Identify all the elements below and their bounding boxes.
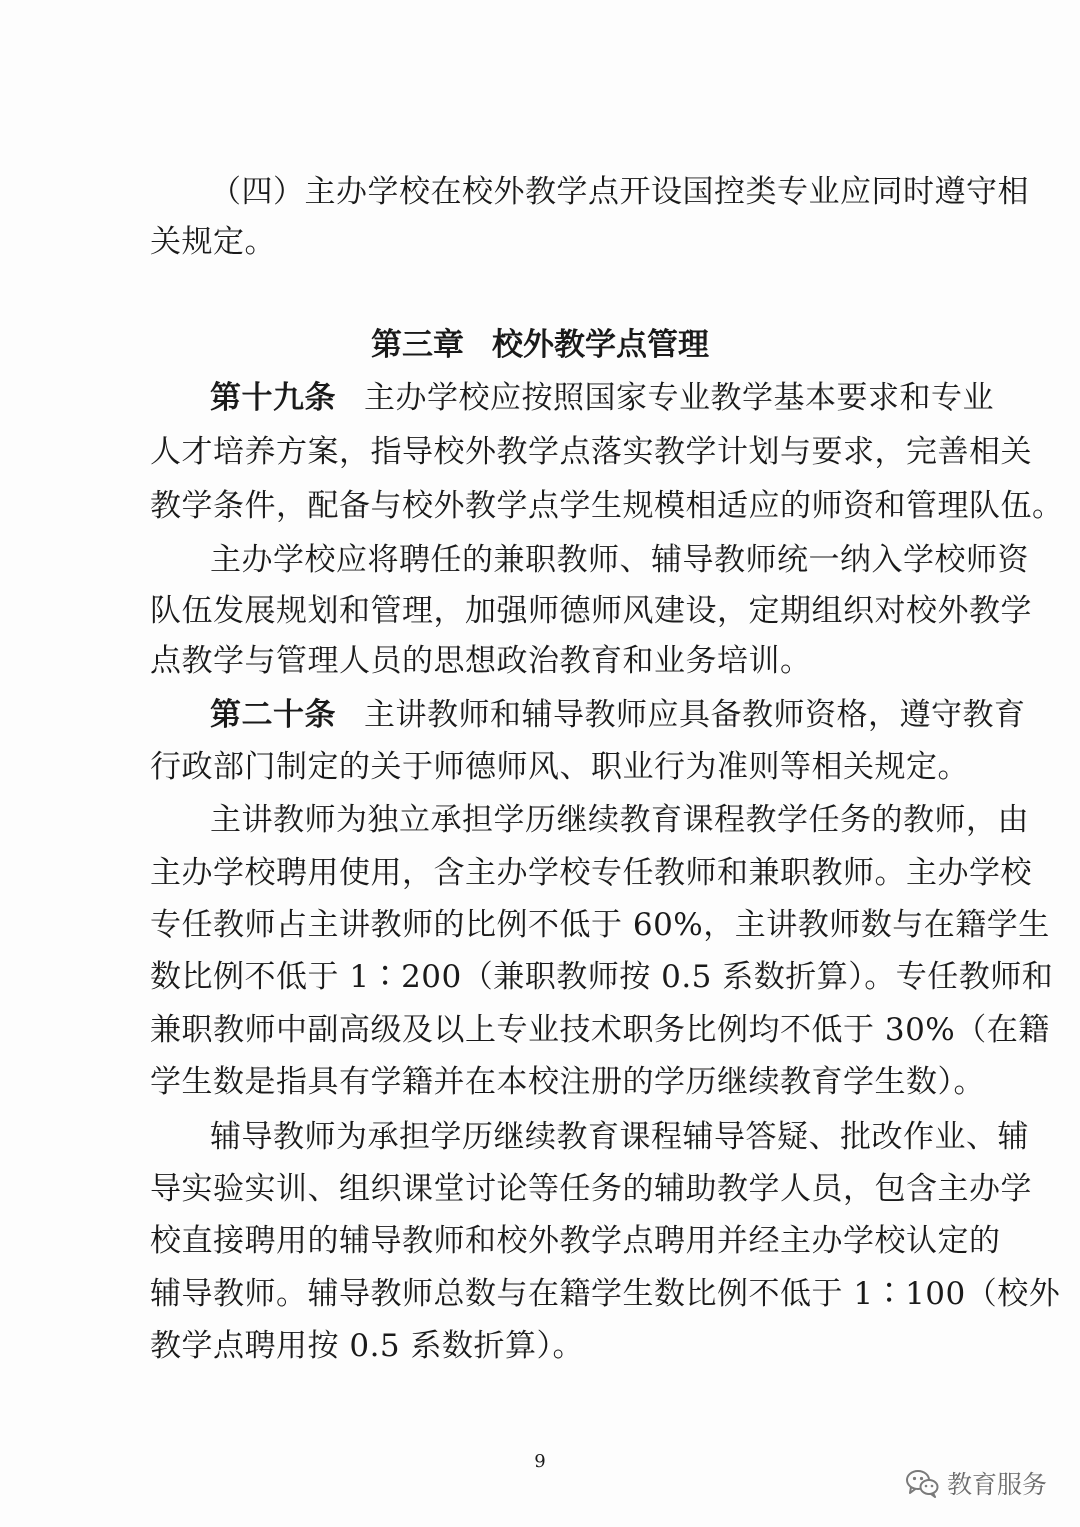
article19-line3: 教学条件，配备与校外教学点学生规模相适应的师资和管理队伍。: [150, 488, 1064, 524]
article19-line1: [210, 378, 1030, 418]
page-number: 9: [534, 1451, 546, 1472]
article19-para2-line3: 点教学与管理人员的思想政治教育和业务培训。: [150, 643, 812, 679]
article20-para3-line4: 辅导教师。辅导教师总数与在籍学生数比例不低于 1∶100（校外: [150, 1276, 1061, 1312]
watermark-text: 教育服务: [947, 1470, 1048, 1499]
article19-para2-line1: 主办学校应将聘任的兼职教师、辅导教师统一纳入学校师资: [210, 542, 1029, 578]
watermark: [905, 1465, 1047, 1501]
article20-label: 第二十条: [210, 697, 336, 733]
article20-para2-line6: 学生数是指具有学籍并在本校注册的学历继续教育学生数）。: [150, 1064, 985, 1100]
chapter-title: 校外教学点管理: [492, 327, 709, 363]
article20-para2-line4: 数比例不低于 1∶200（兼职教师按 0.5 系数折算）。专任教师和: [150, 959, 1054, 995]
article19-para2-line2: 队伍发展规划和管理，加强师德师风建设，定期组织对校外教学: [150, 593, 1032, 629]
article20-para3-line5: 教学点聘用按 0.5 系数折算）。: [150, 1328, 585, 1364]
article20-para3-line3: 校直接聘用的辅导教师和校外教学点聘用并经主办学校认定的: [150, 1223, 1001, 1259]
para4-line1: （四）主办学校在校外教学点开设国控类专业应同时遵守相: [210, 174, 1029, 210]
article20-para2-line2: 主办学校聘用使用，含主办学校专任教师和兼职教师。主办学校: [150, 855, 1032, 891]
article20-text1: 主讲教师和辅导教师应具备教师资格，遵守教育: [364, 697, 1026, 733]
chapter-heading: [0, 325, 1080, 365]
article20-para2-line3: 专任教师占主讲教师的比例不低于 60%，主讲教师数与在籍学生: [150, 907, 1050, 943]
wechat-icon: [905, 1468, 939, 1498]
article20-line2: 行政部门制定的关于师德师风、职业行为准则等相关规定。: [150, 749, 969, 785]
article20-para2-line5: 兼职教师中副高级及以上专业技术职务比例均不低于 30%（在籍: [150, 1012, 1050, 1048]
article20-para2-line1: 主讲教师为独立承担学历继续教育课程教学任务的教师，由: [210, 802, 1029, 838]
article20-line1: [210, 695, 1030, 735]
chapter-number: 第三章: [371, 327, 464, 363]
article20-para3-line1: 辅导教师为承担学历继续教育课程辅导答疑、批改作业、辅: [210, 1119, 1029, 1155]
article19-label: 第十九条: [210, 380, 336, 416]
article19-text1: 主办学校应按照国家专业教学基本要求和专业: [364, 380, 994, 416]
para4-line2: 关规定。: [150, 224, 276, 260]
article20-para3-line2: 导实验实训、组织课堂讨论等任务的辅助教学人员，包含主办学: [150, 1171, 1032, 1207]
article19-line2: 人才培养方案，指导校外教学点落实教学计划与要求，完善相关: [150, 434, 1032, 470]
